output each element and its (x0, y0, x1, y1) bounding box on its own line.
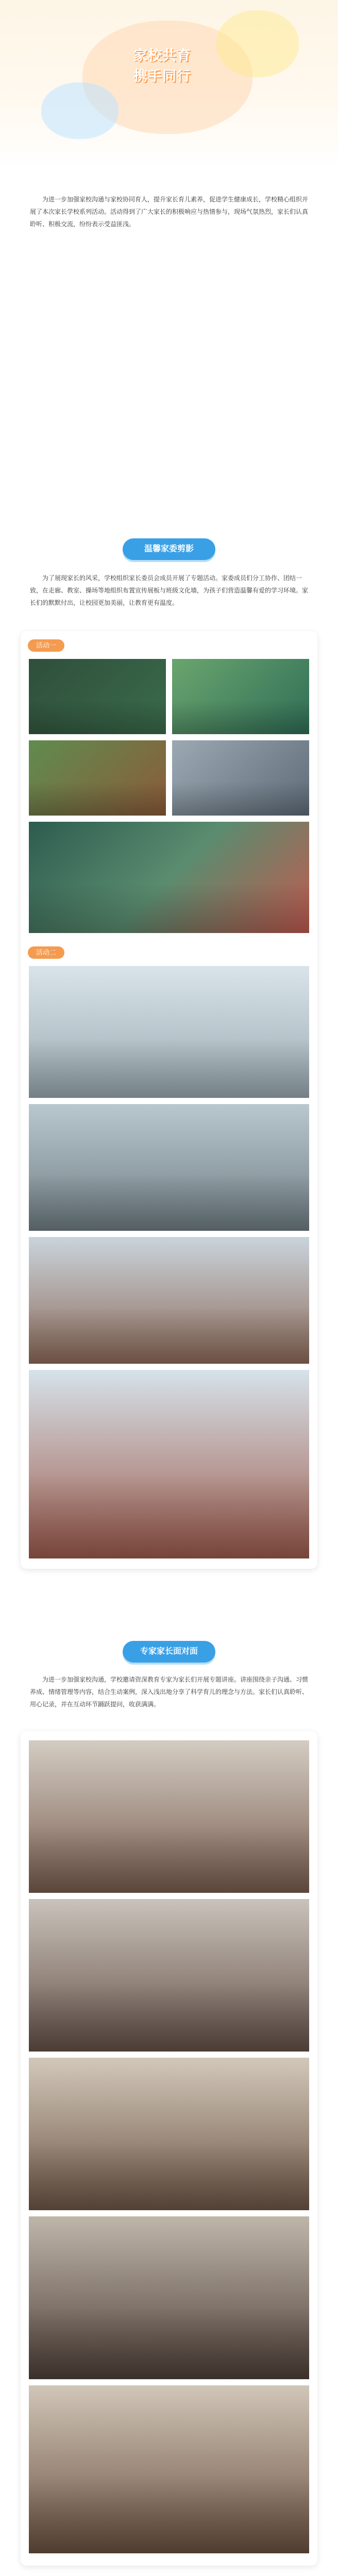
section-title-2: 专家家长面对面 (123, 1641, 215, 1663)
section-2-gallery (21, 1731, 317, 2566)
photo-lecture-3 (28, 2057, 310, 2211)
photo-lecture-1 (28, 1739, 310, 1894)
photo-board-5 (28, 821, 310, 934)
page-title (116, 45, 209, 87)
photo-playground-2 (28, 1236, 310, 1365)
header-blob-blue (41, 82, 119, 139)
gallery-tag-2: 活动二 (28, 946, 64, 959)
photo-lecture-4 (28, 2215, 310, 2380)
photo-playground-3 (28, 1369, 310, 1560)
title-line-1: 家校共育 (133, 48, 191, 63)
section-2-paragraph: 为进一步加强家校沟通，学校邀请资深教育专家为家长们开展专题讲座。讲座围绕亲子沟通、习惯养成、情绪管理等内容，结合生动案例，深入浅出地分享了科学育儿的理念与方法。家长们认真聆听、用心记录，并在互动环节踊跃提问，收获满满。 (30, 1676, 309, 1708)
photo-corridor (28, 965, 310, 1099)
photo-board-3 (28, 739, 167, 817)
photo-lecture-2 (28, 1898, 310, 2053)
header-blob-yellow (216, 10, 299, 77)
photo-board-1 (28, 658, 167, 735)
photo-lecture-5 (28, 2384, 310, 2554)
section-1-gallery (21, 631, 317, 1569)
title-line-2: 携手同行 (133, 69, 191, 84)
photo-board-4 (171, 739, 310, 817)
section-1-paragraph: 为了展现家长的风采，学校组织家长委员会成员开展了专题活动。家委成员们分工协作、团结一致，在走廊、教室、操场等地组织布置宣传展板与班级文化墙，为孩子们营造温馨有爱的学习环境。家长们的默默付出，让校园更加美丽，让教育更有温度。 (30, 574, 309, 606)
gallery-tag-1: 活动一 (28, 639, 64, 652)
intro-paragraph: 为进一步加强家校沟通与家校协同育人，提升家长育儿素养，促进学生健康成长，学校精心组织开展了本次家长学校系列活动。活动得到了广大家长的积极响应与热情参与，现场气氛热烈，家长们认真聆听、积极交流，纷纷表示受益匪浅。 (30, 196, 309, 228)
section-title-1: 温馨家委剪影 (123, 538, 215, 560)
photo-playground-1 (28, 1103, 310, 1232)
photo-board-2 (171, 658, 310, 735)
